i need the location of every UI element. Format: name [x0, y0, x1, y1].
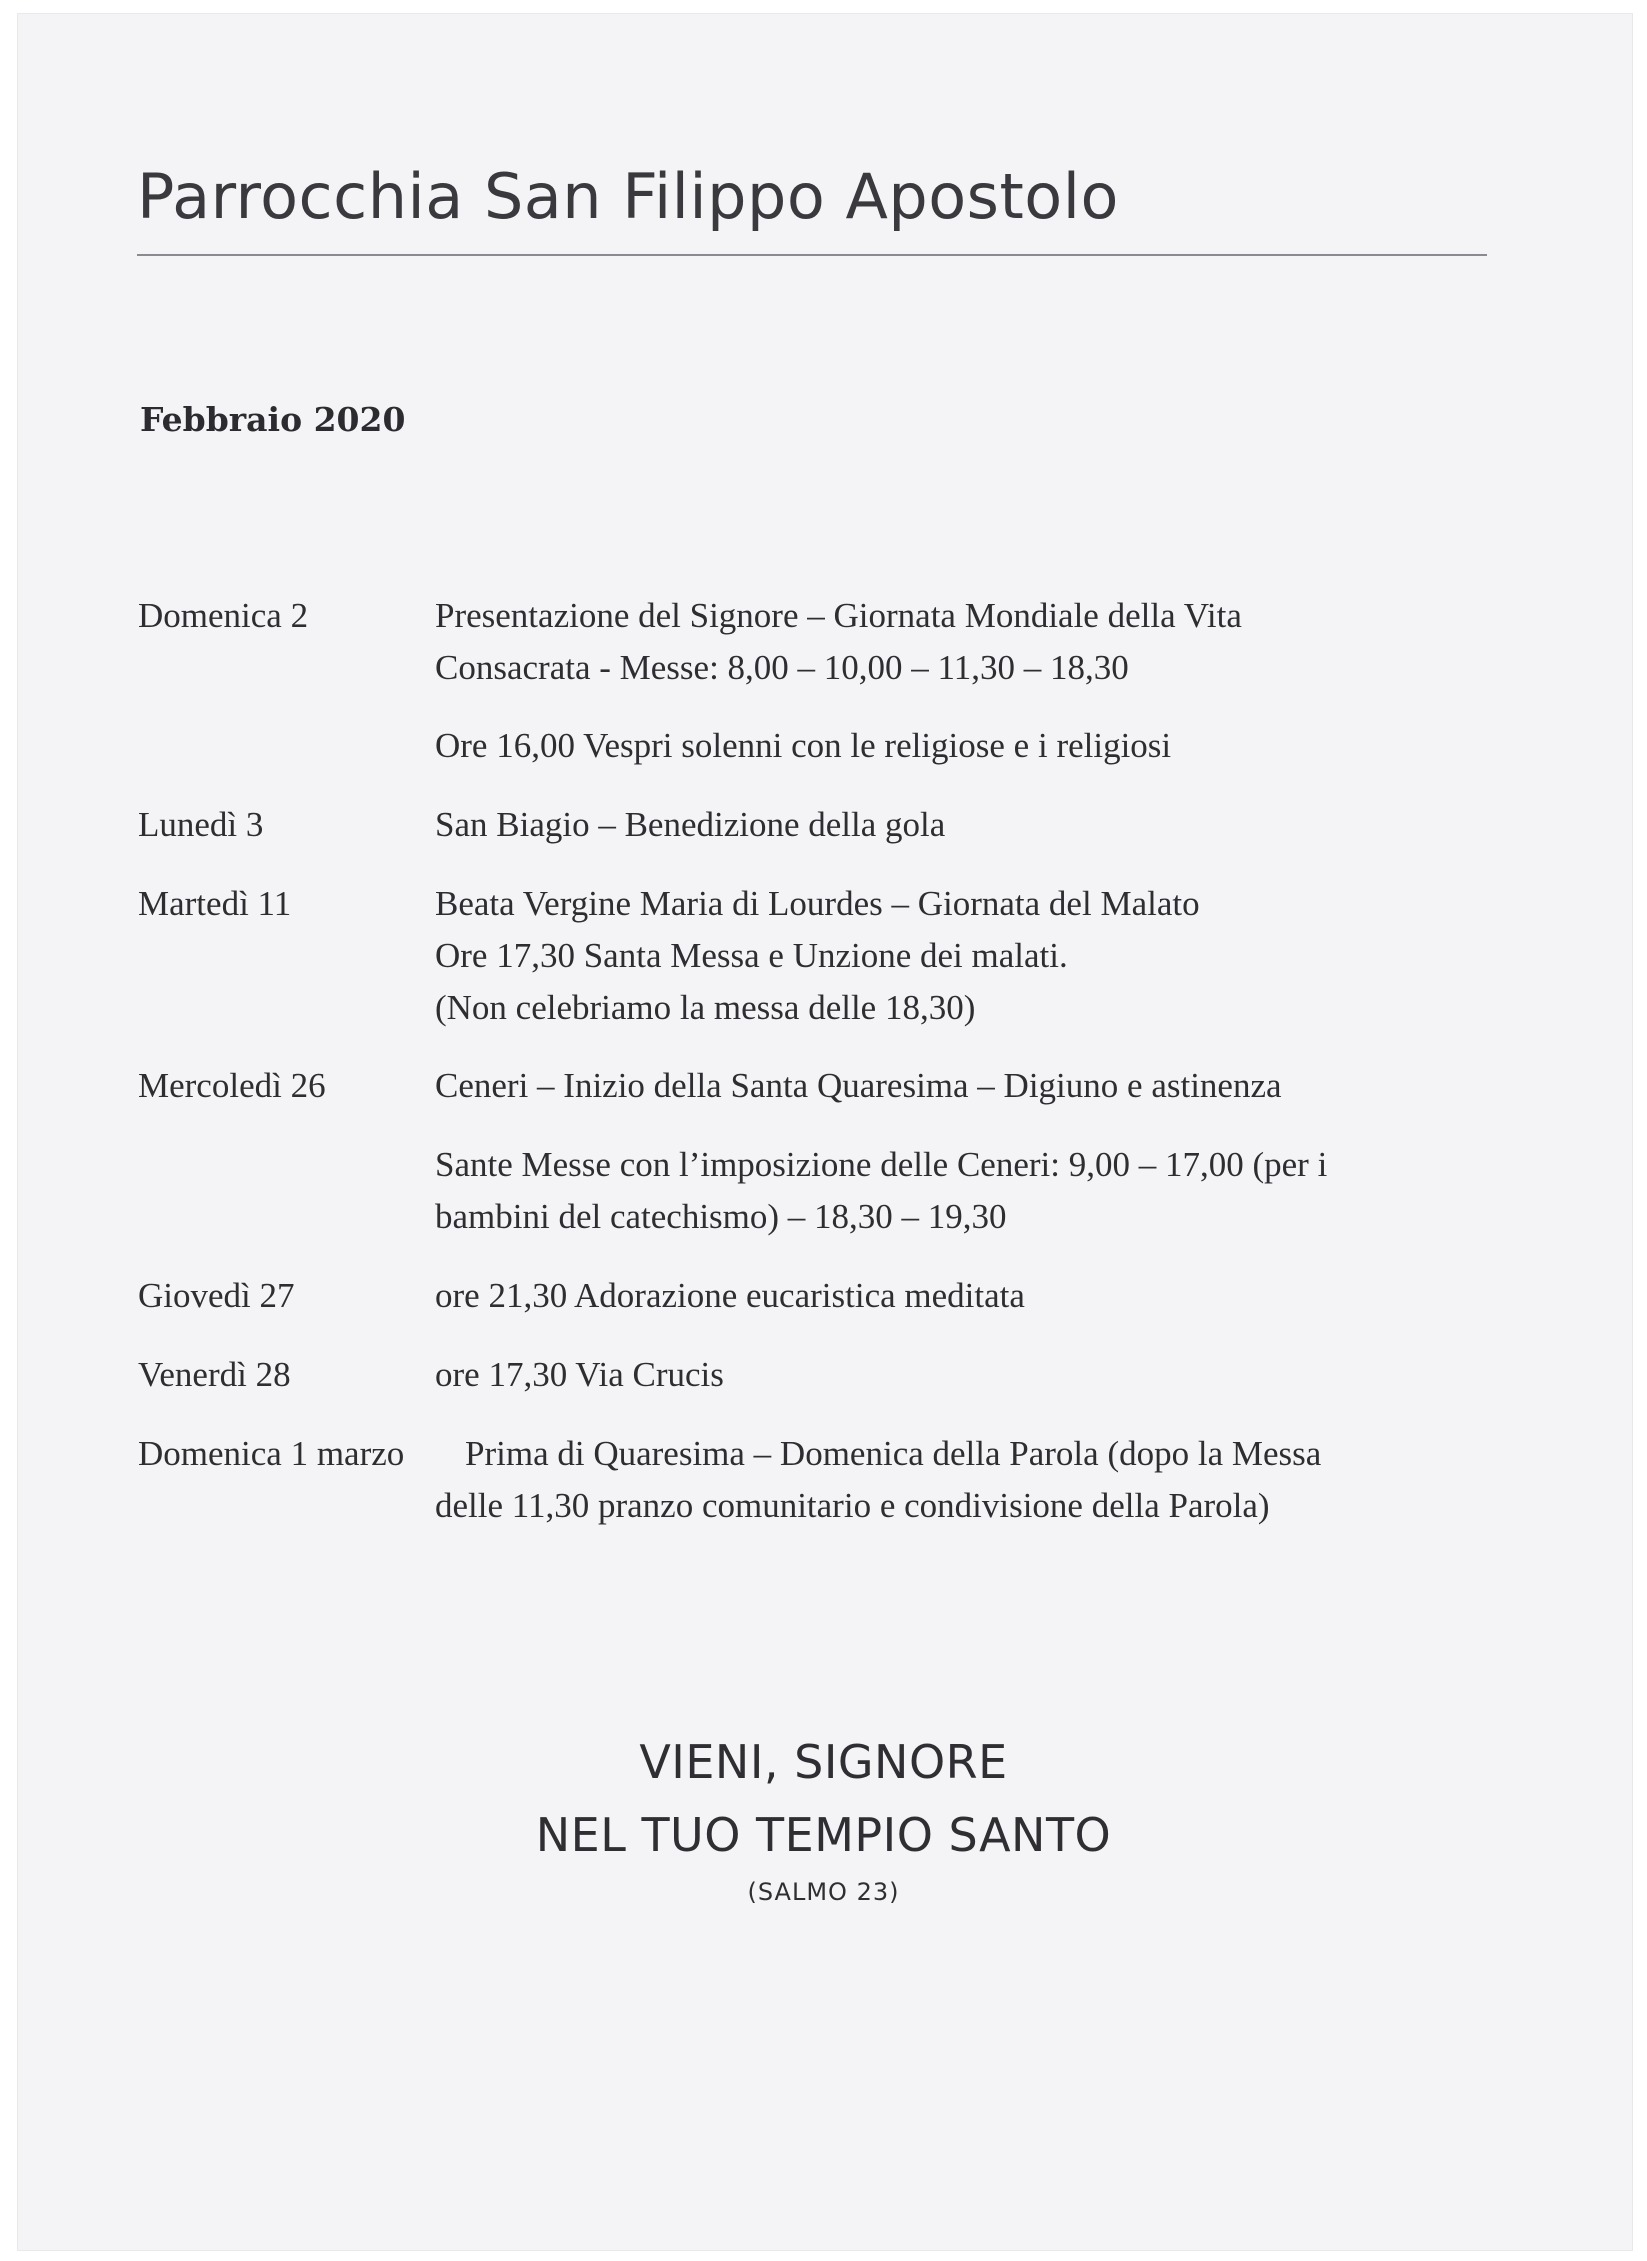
schedule-line: San Biagio – Benedizione della gola [435, 805, 946, 844]
month-heading: Febbraio 2020 [140, 400, 406, 439]
schedule-day: Lunedì 3 [138, 805, 264, 844]
schedule-line: ore 21,30 Adorazione eucaristica meditata [435, 1276, 1025, 1315]
schedule-day: Domenica 1 marzo [138, 1434, 405, 1473]
schedule-day: Venerdì 28 [138, 1355, 291, 1394]
title-divider [137, 254, 1487, 256]
schedule-line: Ceneri – Inizio della Santa Quaresima – Digiuno e astinenza [435, 1066, 1282, 1105]
schedule-line: Sante Messe con l’imposizione delle Ceneri: 9,00 – 17,00 (per i [435, 1145, 1328, 1184]
schedule-day: Giovedì 27 [138, 1276, 295, 1315]
schedule-line: bambini del catechismo) – 18,30 – 19,30 [435, 1197, 1007, 1236]
schedule-line: delle 11,30 pranzo comunitario e condivisione della Parola) [435, 1486, 1270, 1525]
page-title: Parrocchia San Filippo Apostolo [137, 160, 1119, 233]
schedule-line: ore 17,30 Via Crucis [435, 1355, 724, 1394]
motto-line-2: NEL TUO TEMPIO SANTO [535, 1808, 1112, 1862]
schedule-line: Consacrata - Messe: 8,00 – 10,00 – 11,30 – 18,30 [435, 648, 1129, 687]
schedule-day: Domenica 2 [138, 596, 309, 635]
schedule-line: (Non celebriamo la messa delle 18,30) [435, 988, 976, 1027]
schedule-line: Prima di Quaresima – Domenica della Parola (dopo la Messa [465, 1434, 1322, 1473]
schedule-line: Ore 16,00 Vespri solenni con le religiose e i religiosi [435, 726, 1172, 765]
schedule-line: Presentazione del Signore – Giornata Mondiale della Vita [435, 596, 1242, 635]
psalm-citation: (SALMO 23) [747, 1878, 900, 1906]
schedule-day: Mercoledì 26 [138, 1066, 326, 1105]
schedule-day: Martedì 11 [138, 884, 292, 923]
schedule-line: Ore 17,30 Santa Messa e Unzione dei malati. [435, 936, 1068, 975]
motto-line-1: VIENI, SIGNORE [639, 1735, 1008, 1789]
document-page [18, 14, 1632, 2250]
schedule-line: Beata Vergine Maria di Lourdes – Giornata del Malato [435, 884, 1200, 923]
